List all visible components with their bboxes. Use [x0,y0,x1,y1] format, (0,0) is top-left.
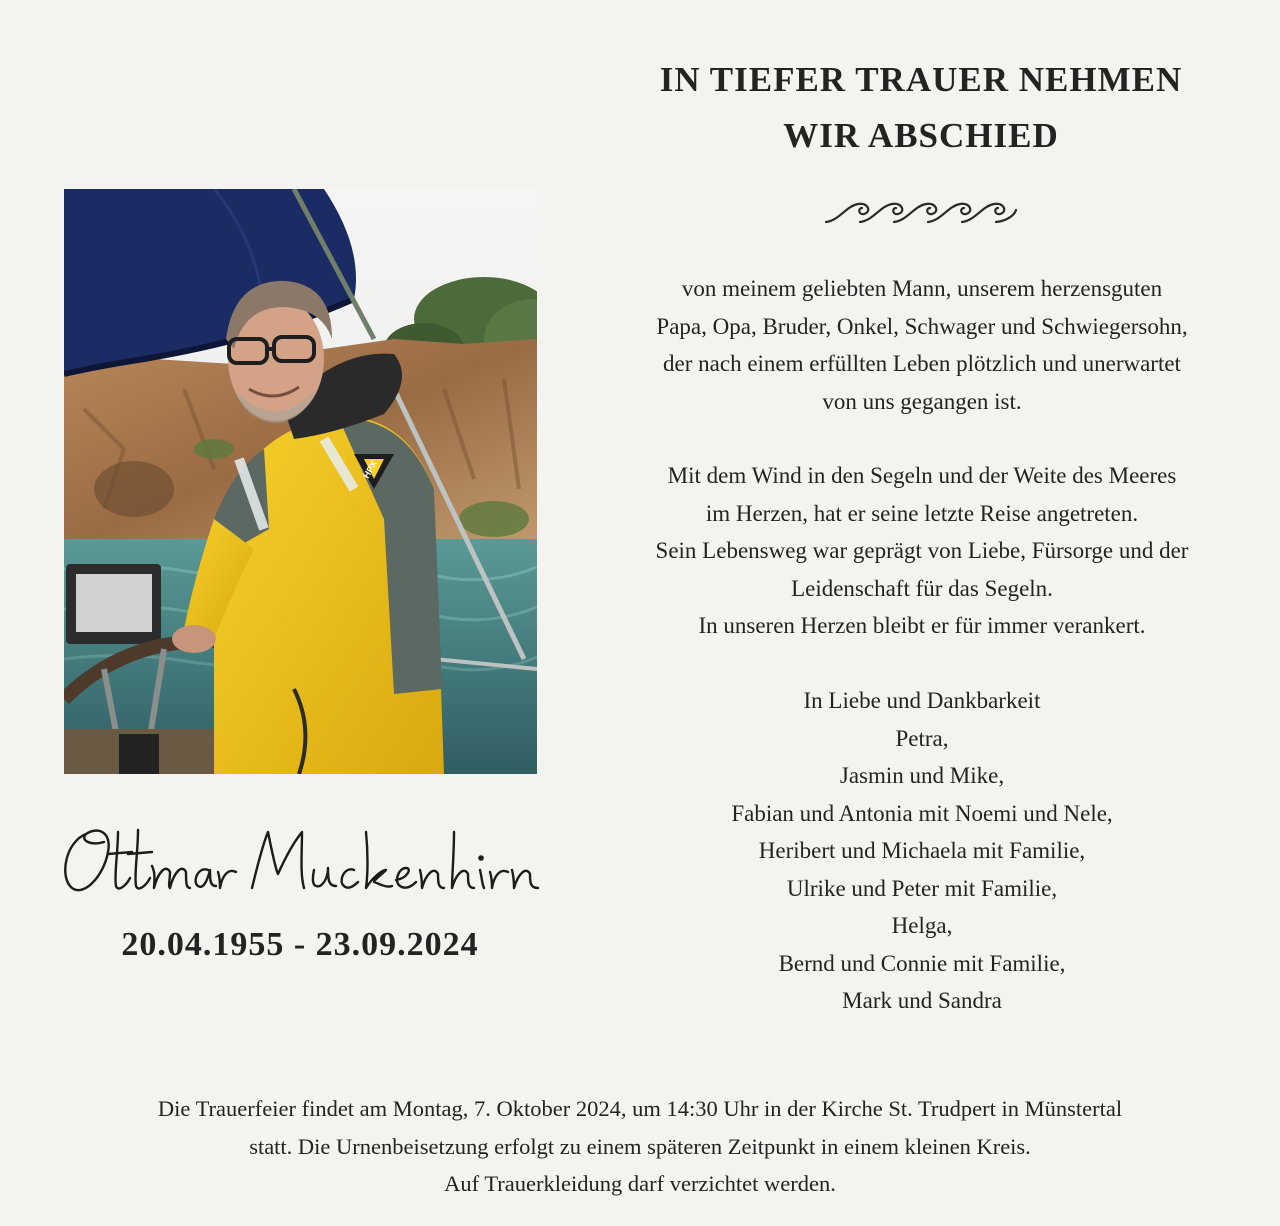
tribute-text [596,457,1248,645]
intro-line: von uns gegangen ist. [822,388,1022,414]
family-line: Petra, [895,725,949,751]
tribute-line: im Herzen, hat er seine letzte Reise angetreten. [705,500,1139,526]
tribute-line: Sein Lebensweg war geprägt von Liebe, Fürsorge und der [655,538,1189,563]
family-line: Fabian und Antonia mit Noemi und Nele, [731,800,1113,826]
funeral-info [20,1090,1260,1203]
portrait-photo [64,189,537,774]
jacket-patch-label: HPX [361,458,379,480]
tribute-line: Leidenschaft für das Segeln. [791,575,1053,601]
family-line: In Liebe und Dankbarkeit [803,688,1041,713]
intro-line: der nach einem erfüllten Leben plötzlich und unerwartet [663,351,1181,376]
family-line: Bernd und Connie mit Familie, [778,950,1066,976]
intro-line: Papa, Opa, Bruder, Onkel, Schwager und Schwiegersohn, [656,313,1188,339]
heading-line-1: IN TIEFER TRAUER NEHMEN [659,60,1183,99]
family-line: Helga, [891,913,953,938]
wave-ornament-icon [822,196,1022,230]
family-signatures [596,682,1248,1020]
family-line: Mark und Sandra [842,988,1002,1013]
footer-line: Die Trauerfeier findet am Montag, 7. Oktober 2024, um 14:30 Uhr in der Kirche St. Trudpert in Münstertal [157,1096,1123,1121]
footer-line: Auf Trauerkleidung darf verzichtet werden. [444,1171,836,1196]
obituary-heading [600,52,1242,164]
footer-line: statt. Die Urnenbeisetzung erfolgt zu einem späteren Zeitpunkt in einem kleinen Kreis. [249,1133,1031,1159]
life-dates: 20.04.1955 - 23.09.2024 [121,926,479,963]
heading-line-2: WIR ABSCHIED [783,116,1059,155]
name-signature [56,812,556,916]
family-line: Jasmin und Mike, [839,763,1005,788]
family-line: Ulrike und Peter mit Familie, [786,875,1058,901]
tribute-line: Mit dem Wind in den Segeln und der Weite des Meeres [667,463,1177,488]
intro-text [596,270,1248,420]
tribute-line: In unseren Herzen bleibt er für immer verankert. [698,613,1146,638]
family-line: Heribert und Michaela mit Familie, [758,838,1086,863]
intro-line: von meinem geliebten Mann, unserem herzensguten [681,276,1163,301]
